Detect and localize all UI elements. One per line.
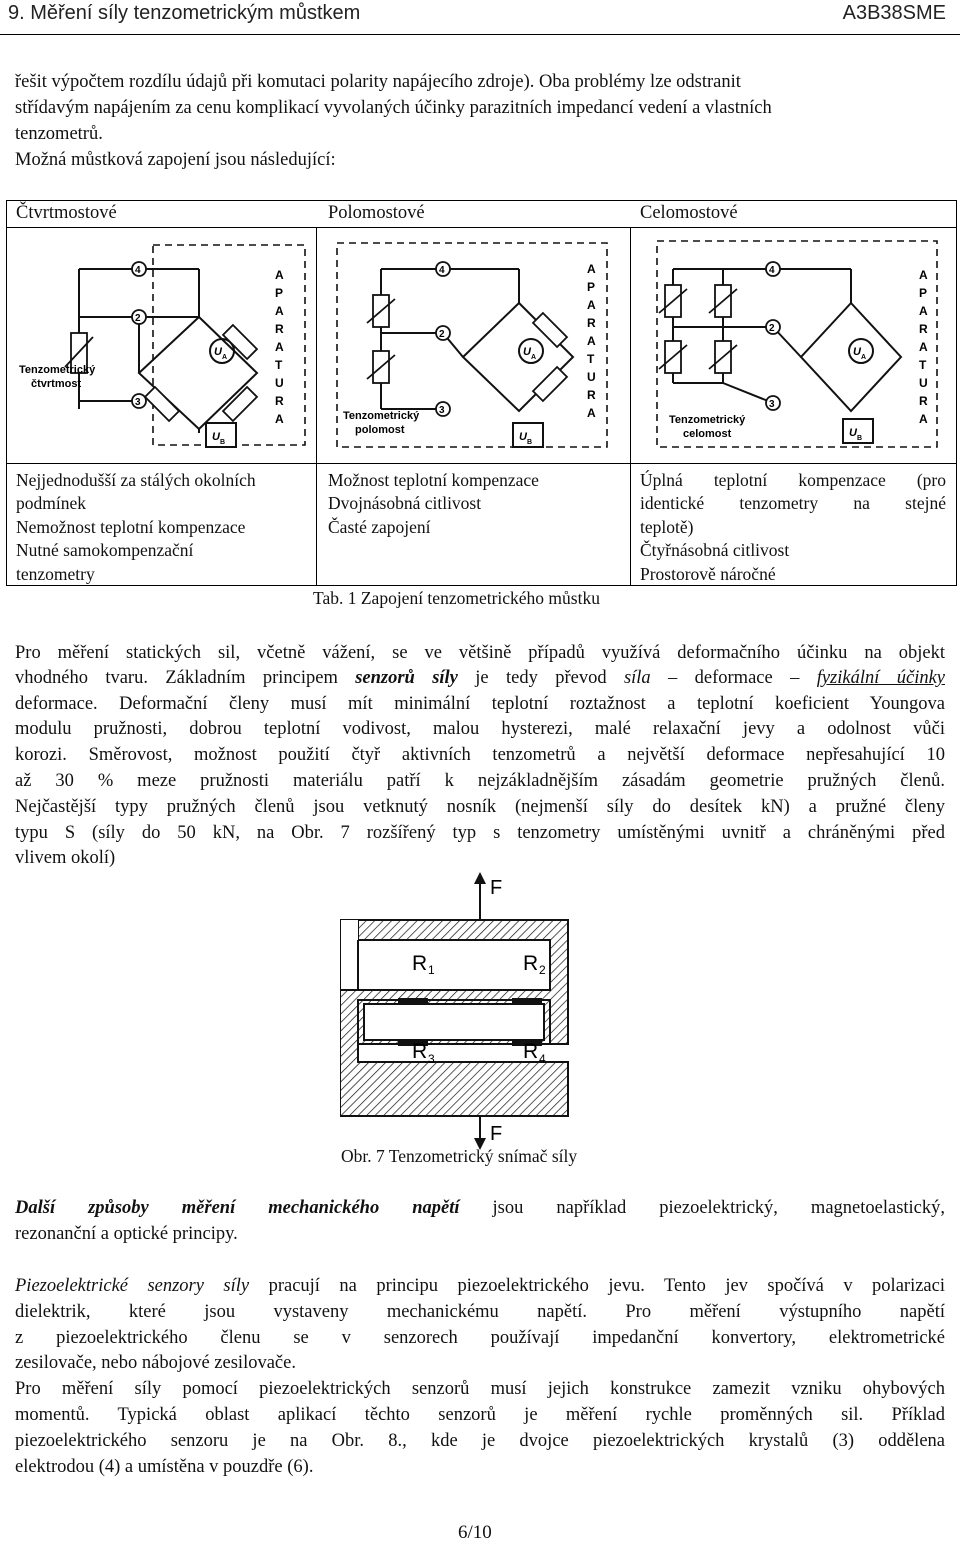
cell-line: identické tenzometry na stejné (640, 493, 946, 514)
node-label: 3 (135, 397, 141, 408)
apparatus-letter: R (275, 394, 284, 408)
intro-line-1: řešit výpočtem rozdílu údajů při komutaci polarity napájecího zdroje). Oba problémy lze odstranit (15, 72, 741, 92)
apparatus-letter: A (919, 304, 928, 318)
intro-line-2: střídavým napájením za cenu komplikací vyvolaných účinky parazitních impedancí vedení a vlastních (15, 98, 772, 118)
r3-label: R (412, 1040, 428, 1063)
table-divider (316, 227, 317, 585)
text-run: jsou například piezoelektrický, magnetoelastický, (459, 1198, 946, 1218)
body-line (15, 666, 945, 692)
cell-line: Čtyřnásobná citlivost (640, 540, 790, 561)
body-line (15, 1274, 945, 1300)
cell-line: teplotě) (640, 516, 694, 537)
arrow-head (474, 872, 486, 884)
diagram-label: Tenzometrický (343, 410, 420, 422)
cell-line: tenzometry (16, 563, 95, 584)
cell-line: Dvojnásobná citlivost (328, 493, 482, 514)
apparatus-letter: A (275, 412, 284, 426)
body-line: typu S (síly do 50 kN, na Obr. 7 rozšířený typ s tenzometry umístěnými uvnitř a chráněnými před (15, 823, 945, 843)
r2-label: R (523, 952, 539, 975)
quarter-bridge-diagram (13, 233, 313, 459)
table-header-full: Celomostové (640, 203, 738, 223)
table-cell-half (328, 469, 623, 539)
force-label-top: F (490, 877, 503, 899)
node-label: 4 (769, 265, 775, 276)
ua-subscript: A (861, 354, 867, 361)
apparatus-letter: T (587, 352, 595, 366)
body-line: Pro měření statických sil, včetně vážení, se ve většině případů využívá deformačního účinku na objekt (15, 643, 945, 663)
apparatus-letter: U (587, 370, 596, 384)
term-fyzikalni-ucinky: fyzikální účinky (816, 668, 946, 688)
apparatus-letter: R (587, 316, 596, 330)
cell-line: Časté zapojení (328, 516, 431, 537)
body-line: Pro měření síly pomocí piezoelektrických senzorů musí jejich konstrukce zamezit vzniku ohybových (15, 1379, 945, 1399)
header-course-code: A3B38SME (842, 2, 946, 24)
text-run: vhodného tvaru. Základním principem (15, 668, 356, 688)
diagram-label: čtvrtmost (31, 378, 82, 390)
table-header-quarter: Čtvrtmostové (16, 203, 117, 223)
ub-symbol: U (212, 431, 220, 443)
body-line (15, 1196, 945, 1222)
body-line: vlivem okolí) (15, 848, 116, 868)
apparatus-letter: A (275, 340, 284, 354)
ua-subscript: A (222, 354, 228, 361)
ub-symbol: U (849, 427, 857, 439)
r4-label: R (523, 1040, 539, 1063)
strain-gauge-r1 (398, 998, 428, 1003)
apparatus-letter: U (275, 376, 284, 390)
cell-line: Nutné samokompenzační (16, 540, 194, 561)
cell-line: Nemožnost teplotní kompenzace (16, 516, 246, 537)
apparatus-letter: A (587, 262, 596, 276)
ua-symbol: U (523, 346, 531, 358)
body-line: dielektrik, které jsou vystaveny mechanickému napětí. Pro měření výstupního napětí (15, 1302, 945, 1322)
ua-symbol: U (214, 346, 222, 358)
s-type-load-cell-figure (340, 870, 620, 1150)
body-line: modulu pružnosti, dobrou teplotní vodivost, malou hysterezi, malé relaxační jevy a odolnost vůči (15, 719, 945, 739)
half-bridge-diagram (323, 233, 623, 459)
cell-line: podmínek (16, 493, 86, 514)
term-mechanical-stress: Další způsoby měření mechanického napětí (15, 1198, 460, 1218)
node-label: 4 (135, 265, 141, 276)
cell-line: Nejjednodušší za stálých okolních (16, 470, 256, 490)
header-title: 9. Měření síly tenzometrickým můstkem (8, 2, 361, 24)
apparatus-letter: R (919, 322, 928, 336)
force-label-bottom: F (490, 1123, 503, 1145)
r1-subscript: 1 (428, 963, 435, 977)
diagram-label: polomost (355, 424, 405, 436)
table-cell-quarter (16, 469, 311, 586)
ua-subscript: A (531, 354, 537, 361)
body-line: zesilovače, nebo nábojové zesilovače. (15, 1353, 296, 1373)
table-cell-full (640, 469, 946, 586)
body-line: deformace. Deformační členy musí mít minimální teplotní roztažnost a teplotní koeficient Youngova (15, 694, 945, 714)
text-run: je tedy převod (457, 668, 624, 688)
apparatus-letter: A (587, 298, 596, 312)
apparatus-letter: A (919, 340, 928, 354)
header-rule (0, 34, 960, 35)
apparatus-letter: R (919, 394, 928, 408)
strain-gauge-r2 (512, 998, 542, 1003)
apparatus-letter: A (587, 406, 596, 420)
ub-symbol: U (519, 431, 527, 443)
page-header (0, 0, 960, 34)
body-line: Nejčastější typy pružných členů jsou vetknutý nosník (nejmenší síly do desítek kN) a pružné členy (15, 797, 945, 817)
r2-subscript: 2 (539, 963, 546, 977)
text-run: pracují na principu piezoelektrického jevu. Tento jev spočívá v polarizaci (249, 1276, 945, 1296)
node-label: 2 (769, 323, 775, 334)
cell-line: Možnost teplotní kompenzace (328, 470, 539, 490)
r4-subscript: 4 (539, 1052, 546, 1066)
apparatus-letter: A (919, 412, 928, 426)
apparatus-letter: U (919, 376, 928, 390)
cell-line: Prostorově náročné (640, 563, 776, 584)
load-cell-slot (358, 940, 550, 990)
body-line: až 30 % meze pružnosti materiálu patří k nejzákladnějším zásadám geometrie pružných členů. (15, 771, 945, 791)
node-label: 3 (439, 405, 445, 416)
r1-label: R (412, 952, 428, 975)
r3-subscript: 3 (428, 1052, 435, 1066)
term-senzory-sily: senzorů síly (355, 668, 458, 688)
ua-symbol: U (853, 346, 861, 358)
cell-line: Úplná teplotní kompenzace (pro (640, 470, 946, 490)
text-run: – deformace – (650, 668, 817, 688)
body-line: z piezoelektrického členu se v senzorech používají impedanční konvertory, elektrometrické (15, 1328, 945, 1348)
apparatus-letter: P (587, 280, 596, 294)
apparatus-letter: P (919, 286, 928, 300)
body-line: korozi. Směrovost, možnost použití čtyř aktivních tenzometrů a největší deformace nepřesahující 10 (15, 745, 945, 765)
node-label: 3 (769, 399, 775, 410)
ub-subscript: B (220, 439, 226, 446)
apparatus-letter: R (275, 322, 284, 336)
apparatus-letter: A (275, 304, 284, 318)
apparatus-letter: A (587, 334, 596, 348)
figure-caption: Obr. 7 Tenzometrický snímač síly (341, 1146, 578, 1166)
apparatus-letter: A (919, 268, 928, 282)
ub-subscript: B (857, 435, 863, 442)
page-number: 6/10 (458, 1522, 492, 1543)
body-line: rezonanční a optické principy. (15, 1224, 238, 1244)
intro-line-3: tenzometrů. (15, 124, 103, 144)
node-label: 2 (135, 313, 141, 324)
apparatus-letter: A (275, 268, 284, 282)
table-caption: Tab. 1 Zapojení tenzometrického můstku (313, 588, 600, 608)
term-piezo-sensors: Piezoelektrické senzory síly (15, 1276, 250, 1296)
table-header-half: Polomostové (328, 203, 425, 223)
node-label: 2 (439, 329, 445, 340)
ub-subscript: B (527, 439, 533, 446)
table-divider (7, 227, 956, 228)
body-line: momentů. Typická oblast aplikací těchto senzorů je měření rychle proměnných sil. Příklad (15, 1405, 945, 1425)
apparatus-letter: T (919, 358, 927, 372)
node-label: 4 (439, 265, 445, 276)
table-divider (7, 463, 956, 464)
diagram-label: celomost (683, 428, 732, 440)
diagram-label: Tenzometrický (19, 364, 96, 376)
apparatus-letter: R (587, 388, 596, 402)
full-bridge-diagram (643, 233, 949, 459)
term-sila: síla (623, 668, 651, 688)
load-cell-inner-cavity (364, 1004, 544, 1040)
diagram-label: Tenzometrický (669, 414, 746, 426)
body-line: elektrodou (4) a umístěna v pouzdře (6). (15, 1457, 314, 1477)
apparatus-letter: T (275, 358, 283, 372)
table-divider (630, 227, 631, 585)
intro-line-4: Možná můstková zapojení jsou následující: (15, 150, 336, 170)
apparatus-letter: P (275, 286, 284, 300)
body-line: piezoelektrického senzoru je na Obr. 8., kde je dvojce piezoelektrických krystalů (3) oddělena (15, 1431, 945, 1451)
bridge-table (6, 200, 957, 586)
